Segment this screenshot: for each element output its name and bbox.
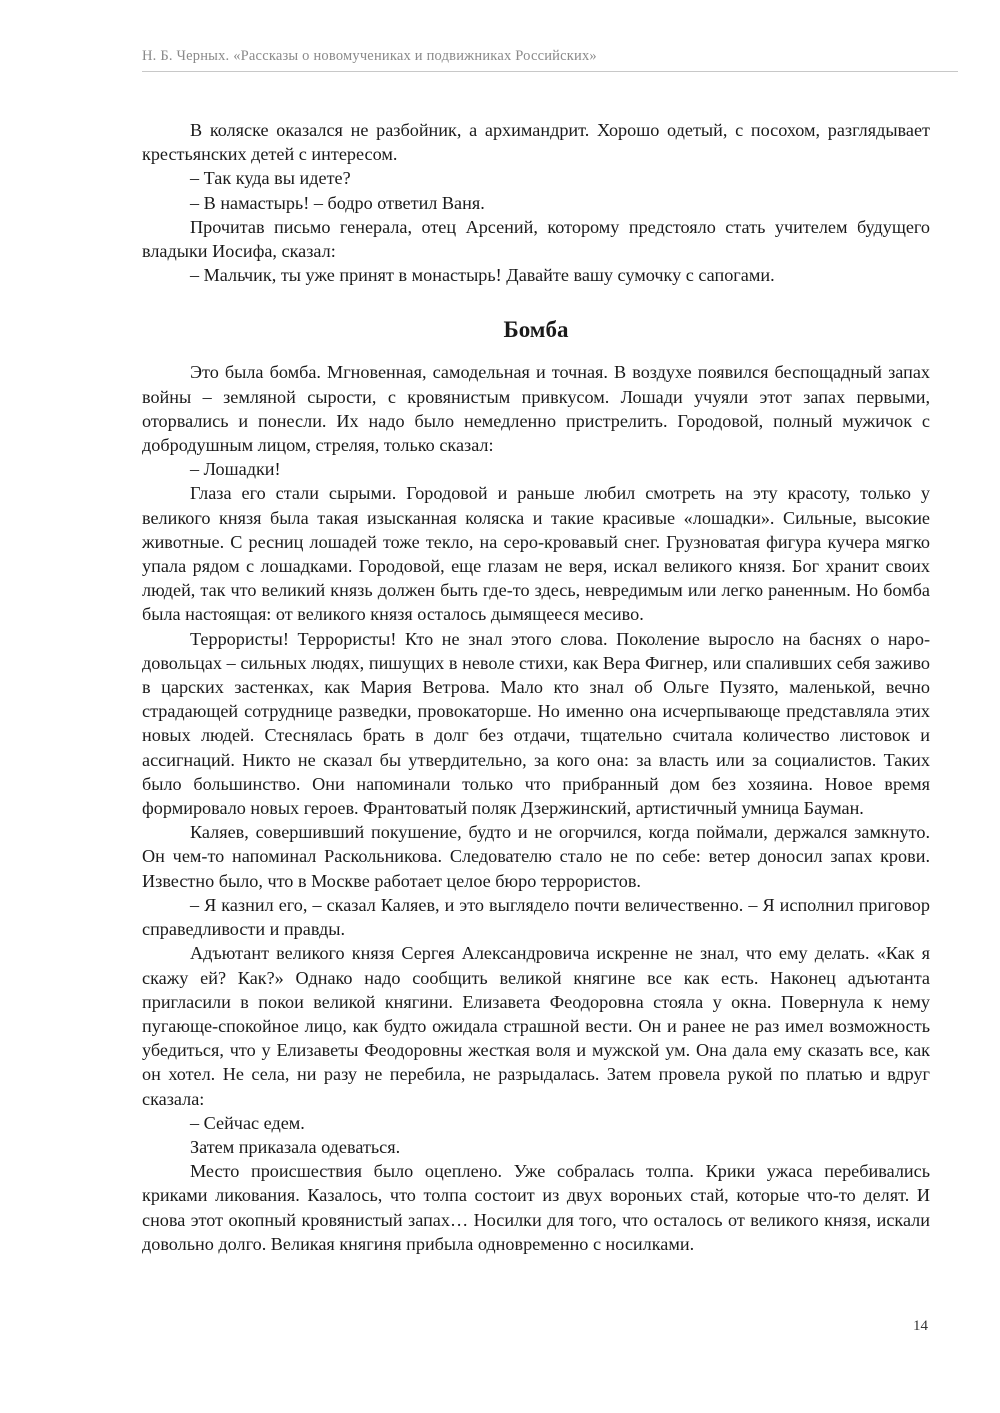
paragraph: Каляев, совершивший покушение, будто и не огорчился, когда поймали, держался замкнуто. Он чем-то напоминал Раскольникова. Следователю стало не по себе: ветер доносил запах крови. Известно было, что в Москве работает целое бюро террористов.	[142, 822, 930, 891]
paragraph: – Сейчас едем.	[190, 1112, 305, 1133]
paragraph: Прочитав письмо генерала, отец Арсений, которому предстояло стать учителем будущего владыки Иосифа, сказал:	[142, 216, 930, 262]
paragraph: – Лошадки!	[190, 459, 281, 480]
paragraph: – Я казнил его, – сказал Каляев, и это выглядело почти величественно. – Я исполнил приговор справедливости и правды.	[142, 894, 930, 940]
paragraph: Адъютант великого князя Сергея Александровича искренне не знал, что ему делать. «Как я скажу ей? Как?» Однако надо сообщить великой княгине все как есть. Наконец адъютанта пригласили в покои великой княгини. Елизавета Феодоровна стояла у окна. Повернула к нему пугающе-спокойное лицо, как будто ожидала страшной вести. Он и ранее не раз имел возможность убедиться, что у Елизаветы Феодоровны жесткая воля и мужской ум. Она дала ему сказать все, как он хотел. Не села, ни разу не перебила, не разрыдалась. Затем провела рукой по платью и вдруг сказала:	[142, 943, 930, 1109]
paragraph: В коляске оказался не разбойник, а архимандрит. Хорошо одетый, с посохом, разглядывает крестьянских детей с интересом.	[142, 120, 930, 165]
page-body	[142, 118, 930, 1256]
paragraph: Глаза его стали сырыми. Городовой и раньше любил смотреть на эту красоту, только у великого князя была такая изысканная коляска и такие красивые «лошадки». Сильные, высокие животные. С ресниц лошадей тоже текло, на серо-кровавый снег. Грузноватая фигура кучера мягко упала рядом с лошадками. Городовой, еще глазам не веря, искал великого князя. Бог хранит своих людей, так что великий князь должен быть где-то здесь, невредимым или легко раненным. Но бомба была настоящая: от великого князя осталось дымящееся месиво.	[142, 483, 930, 625]
page-number: 14	[913, 1318, 928, 1334]
paragraph: Террористы! Террористы! Кто не знал этого слова. Поколение выросло на баснях о народовольцах – сильных людях, пишущих в неволе стихи, как Вера Фигнер, или спаливших себя заживо в царских застенках, как Мария Ветрова. Мало кто знал об Ольге Пузято, маленькой, вечно страдающей сотруднице разведки, провокаторше. Но именно она исчерпывающе представляла этих новых людей. Стеснялась брать в долг без отдачи, тщательно считала количество листовок и ассигнаций. Никто не сказал бы утвердительно, за кого она: за власть или за социалистов. Таких было большинство. Они напоминали только что прибранный дом без хозяина. Новое время формировало новых героев. Франтоватый поляк Дзержинский, артистичный умница Бауман.	[142, 628, 930, 819]
header-divider	[142, 71, 958, 72]
paragraph: Затем приказала одеваться.	[190, 1136, 401, 1157]
paragraph: – Мальчик, ты уже принят в монастырь! Давайте вашу сумочку с сапогами.	[190, 265, 775, 286]
section-title: Бомба	[503, 317, 569, 343]
paragraph: – В намастырь! – бодро ответил Ваня.	[190, 192, 485, 213]
paragraph: Место происшествия было оцеплено. Уже собралась толпа. Крики ужаса перебивались криками ликования. Казалось, что толпа состоит из двух вороньих стай, которые что-то делят. И снова этот окопный кровянистый запах… Носилки для того, что осталось от великого князя, искали довольно долго. Великая княгиня прибыла одновременно с носилками.	[142, 1161, 930, 1254]
paragraph: Это была бомба. Мгновенная, самодельная и точная. В воздухе появился беспощадный запах войны – земляной сырости, с кровянистым привкусом. Лошади учуяли этот запах первыми, оторвались и понесли. Их надо было немедленно пристрелить. Городовой, полный мужичок с добродушным лицом, стреляя, только сказал:	[142, 362, 930, 456]
paragraph: – Так куда вы идете?	[190, 168, 351, 189]
running-header: Н. Б. Черных. «Рассказы о новомучениках и подвижниках Российских»	[142, 48, 597, 64]
